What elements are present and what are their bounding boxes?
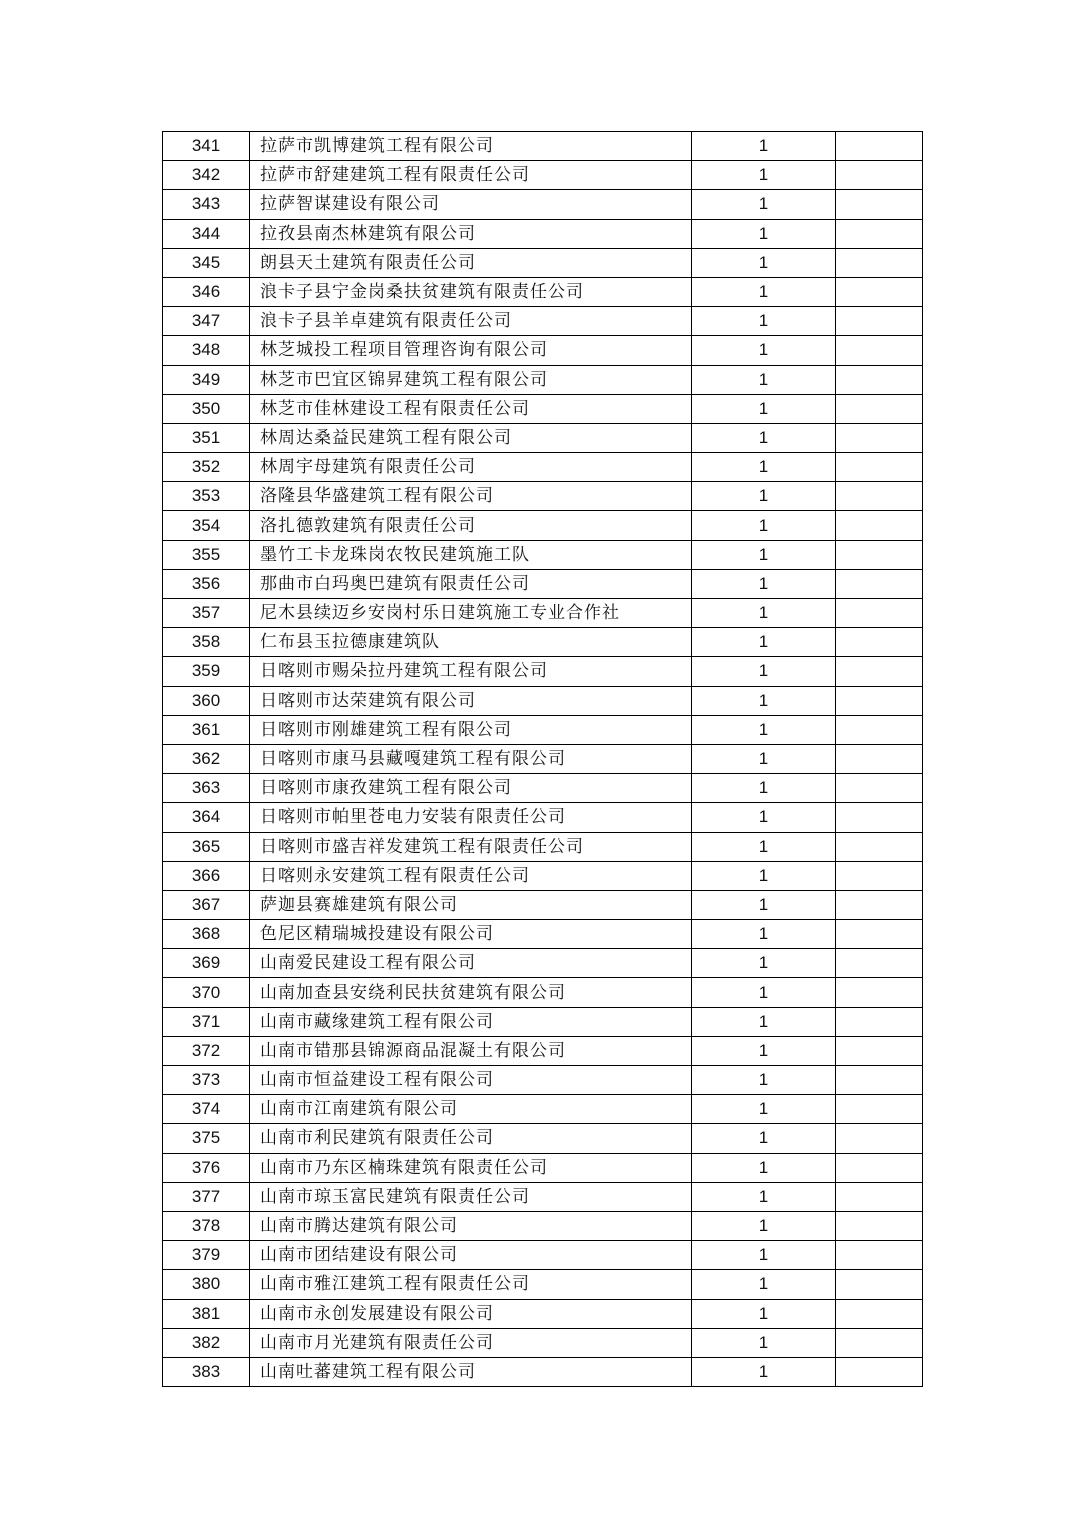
company-name-cell: 拉孜县南杰林建筑有限公司 — [250, 219, 692, 248]
row-number-cell: 383 — [163, 1357, 250, 1386]
note-cell — [836, 890, 923, 919]
row-number-cell: 341 — [163, 132, 250, 161]
row-number-cell: 366 — [163, 861, 250, 890]
company-name-cell: 日喀则市康孜建筑工程有限公司 — [250, 774, 692, 803]
count-cell: 1 — [692, 920, 836, 949]
count-cell: 1 — [692, 978, 836, 1007]
row-number-cell: 354 — [163, 511, 250, 540]
note-cell — [836, 569, 923, 598]
note-cell — [836, 365, 923, 394]
company-name-cell: 山南市腾达建筑有限公司 — [250, 1211, 692, 1240]
row-number-cell: 377 — [163, 1182, 250, 1211]
count-cell: 1 — [692, 540, 836, 569]
row-number-cell: 351 — [163, 423, 250, 452]
note-cell — [836, 978, 923, 1007]
row-number-cell: 374 — [163, 1095, 250, 1124]
company-name-cell: 洛隆县华盛建筑工程有限公司 — [250, 482, 692, 511]
company-name-cell: 山南市团结建设有限公司 — [250, 1241, 692, 1270]
note-cell — [836, 1241, 923, 1270]
company-name-cell: 山南市琼玉富民建筑有限责任公司 — [250, 1182, 692, 1211]
row-number-cell: 378 — [163, 1211, 250, 1240]
row-number-cell: 373 — [163, 1066, 250, 1095]
note-cell — [836, 453, 923, 482]
note-cell — [836, 949, 923, 978]
note-cell — [836, 744, 923, 773]
table-row — [163, 132, 923, 161]
note-cell — [836, 861, 923, 890]
note-cell — [836, 248, 923, 277]
count-cell: 1 — [692, 1357, 836, 1386]
table-row — [163, 832, 923, 861]
table-row — [163, 248, 923, 277]
company-name-cell: 那曲市白玛奥巴建筑有限责任公司 — [250, 569, 692, 598]
company-name-cell: 山南市恒益建设工程有限公司 — [250, 1066, 692, 1095]
company-name-cell: 山南市月光建筑有限责任公司 — [250, 1328, 692, 1357]
company-name-cell: 日喀则市达荣建筑有限公司 — [250, 686, 692, 715]
company-name-cell: 林芝市巴宜区锦昇建筑工程有限公司 — [250, 365, 692, 394]
count-cell: 1 — [692, 1182, 836, 1211]
count-cell: 1 — [692, 394, 836, 423]
table-row — [163, 1066, 923, 1095]
note-cell — [836, 1357, 923, 1386]
table-row — [163, 803, 923, 832]
note-cell — [836, 628, 923, 657]
note-cell — [836, 920, 923, 949]
count-cell: 1 — [692, 657, 836, 686]
count-cell: 1 — [692, 890, 836, 919]
table-row — [163, 1328, 923, 1357]
table-row — [163, 1007, 923, 1036]
table-row — [163, 1124, 923, 1153]
note-cell — [836, 190, 923, 219]
company-name-cell: 山南爱民建设工程有限公司 — [250, 949, 692, 978]
company-name-cell: 林芝市佳林建设工程有限责任公司 — [250, 394, 692, 423]
note-cell — [836, 307, 923, 336]
table-row — [163, 482, 923, 511]
row-number-cell: 348 — [163, 336, 250, 365]
row-number-cell: 370 — [163, 978, 250, 1007]
note-cell — [836, 1036, 923, 1065]
row-number-cell: 372 — [163, 1036, 250, 1065]
note-cell — [836, 1328, 923, 1357]
count-cell: 1 — [692, 248, 836, 277]
count-cell: 1 — [692, 219, 836, 248]
row-number-cell: 375 — [163, 1124, 250, 1153]
table-row — [163, 599, 923, 628]
company-name-cell: 浪卡子县羊卓建筑有限责任公司 — [250, 307, 692, 336]
table-row — [163, 1182, 923, 1211]
company-name-cell: 山南市江南建筑有限公司 — [250, 1095, 692, 1124]
row-number-cell: 344 — [163, 219, 250, 248]
table-row — [163, 219, 923, 248]
table-row — [163, 511, 923, 540]
note-cell — [836, 336, 923, 365]
company-name-cell: 山南市雅江建筑工程有限责任公司 — [250, 1270, 692, 1299]
row-number-cell: 345 — [163, 248, 250, 277]
company-table — [162, 131, 923, 1387]
table-row — [163, 920, 923, 949]
note-cell — [836, 1153, 923, 1182]
table-row — [163, 744, 923, 773]
row-number-cell: 364 — [163, 803, 250, 832]
count-cell: 1 — [692, 453, 836, 482]
count-cell: 1 — [692, 161, 836, 190]
count-cell: 1 — [692, 423, 836, 452]
table-row — [163, 657, 923, 686]
table-row — [163, 861, 923, 890]
row-number-cell: 362 — [163, 744, 250, 773]
note-cell — [836, 1066, 923, 1095]
company-name-cell: 墨竹工卡龙珠岗农牧民建筑施工队 — [250, 540, 692, 569]
count-cell: 1 — [692, 1095, 836, 1124]
table-row — [163, 394, 923, 423]
count-cell: 1 — [692, 686, 836, 715]
count-cell: 1 — [692, 744, 836, 773]
note-cell — [836, 803, 923, 832]
row-number-cell: 342 — [163, 161, 250, 190]
note-cell — [836, 1007, 923, 1036]
row-number-cell: 368 — [163, 920, 250, 949]
table-row — [163, 277, 923, 306]
note-cell — [836, 161, 923, 190]
company-name-cell: 山南市永创发展建设有限公司 — [250, 1299, 692, 1328]
note-cell — [836, 219, 923, 248]
row-number-cell: 357 — [163, 599, 250, 628]
note-cell — [836, 540, 923, 569]
company-name-cell: 日喀则市康马县藏嘎建筑工程有限公司 — [250, 744, 692, 773]
row-number-cell: 380 — [163, 1270, 250, 1299]
count-cell: 1 — [692, 628, 836, 657]
count-cell: 1 — [692, 599, 836, 628]
count-cell: 1 — [692, 277, 836, 306]
company-name-cell: 拉萨市凯博建筑工程有限公司 — [250, 132, 692, 161]
count-cell: 1 — [692, 132, 836, 161]
row-number-cell: 349 — [163, 365, 250, 394]
company-name-cell: 拉萨市舒建建筑工程有限责任公司 — [250, 161, 692, 190]
count-cell: 1 — [692, 1328, 836, 1357]
count-cell: 1 — [692, 1270, 836, 1299]
table-row — [163, 1270, 923, 1299]
table-row — [163, 336, 923, 365]
row-number-cell: 376 — [163, 1153, 250, 1182]
note-cell — [836, 482, 923, 511]
table-row — [163, 978, 923, 1007]
company-name-cell: 朗县天土建筑有限责任公司 — [250, 248, 692, 277]
count-cell: 1 — [692, 803, 836, 832]
company-name-cell: 山南市错那县锦源商品混凝土有限公司 — [250, 1036, 692, 1065]
row-number-cell: 360 — [163, 686, 250, 715]
note-cell — [836, 1095, 923, 1124]
table-row — [163, 949, 923, 978]
row-number-cell: 350 — [163, 394, 250, 423]
count-cell: 1 — [692, 715, 836, 744]
company-name-cell: 萨迦县赛雄建筑有限公司 — [250, 890, 692, 919]
table-row — [163, 161, 923, 190]
table-row — [163, 1036, 923, 1065]
company-name-cell: 林周宇母建筑有限责任公司 — [250, 453, 692, 482]
table-row — [163, 686, 923, 715]
company-name-cell: 日喀则市帕里苍电力安装有限责任公司 — [250, 803, 692, 832]
table-row — [163, 774, 923, 803]
company-name-cell: 山南吐蕃建筑工程有限公司 — [250, 1357, 692, 1386]
count-cell: 1 — [692, 1036, 836, 1065]
company-table-body — [163, 132, 923, 1387]
note-cell — [836, 394, 923, 423]
note-cell — [836, 774, 923, 803]
count-cell: 1 — [692, 1124, 836, 1153]
company-name-cell: 山南加查县安绕利民扶贫建筑有限公司 — [250, 978, 692, 1007]
note-cell — [836, 277, 923, 306]
row-number-cell: 358 — [163, 628, 250, 657]
note-cell — [836, 657, 923, 686]
table-row — [163, 628, 923, 657]
company-name-cell: 洛扎德敦建筑有限责任公司 — [250, 511, 692, 540]
company-name-cell: 色尼区精瑞城投建设有限公司 — [250, 920, 692, 949]
note-cell — [836, 715, 923, 744]
row-number-cell: 367 — [163, 890, 250, 919]
count-cell: 1 — [692, 307, 836, 336]
row-number-cell: 382 — [163, 1328, 250, 1357]
row-number-cell: 353 — [163, 482, 250, 511]
row-number-cell: 381 — [163, 1299, 250, 1328]
row-number-cell: 343 — [163, 190, 250, 219]
row-number-cell: 365 — [163, 832, 250, 861]
table-row — [163, 423, 923, 452]
note-cell — [836, 1124, 923, 1153]
company-name-cell: 林芝城投工程项目管理咨询有限公司 — [250, 336, 692, 365]
company-name-cell: 浪卡子县宁金岗桑扶贫建筑有限责任公司 — [250, 277, 692, 306]
note-cell — [836, 132, 923, 161]
company-name-cell: 林周达桑益民建筑工程有限公司 — [250, 423, 692, 452]
row-number-cell: 371 — [163, 1007, 250, 1036]
count-cell: 1 — [692, 190, 836, 219]
company-name-cell: 山南市乃东区楠珠建筑有限责任公司 — [250, 1153, 692, 1182]
table-row — [163, 190, 923, 219]
table-row — [163, 1153, 923, 1182]
count-cell: 1 — [692, 482, 836, 511]
count-cell: 1 — [692, 569, 836, 598]
count-cell: 1 — [692, 774, 836, 803]
row-number-cell: 346 — [163, 277, 250, 306]
table-row — [163, 1095, 923, 1124]
count-cell: 1 — [692, 365, 836, 394]
table-row — [163, 453, 923, 482]
note-cell — [836, 1182, 923, 1211]
company-name-cell: 山南市藏缘建筑工程有限公司 — [250, 1007, 692, 1036]
count-cell: 1 — [692, 1211, 836, 1240]
note-cell — [836, 511, 923, 540]
table-row — [163, 569, 923, 598]
table-row — [163, 1299, 923, 1328]
company-name-cell: 山南市利民建筑有限责任公司 — [250, 1124, 692, 1153]
count-cell: 1 — [692, 1299, 836, 1328]
table-row — [163, 307, 923, 336]
count-cell: 1 — [692, 949, 836, 978]
row-number-cell: 363 — [163, 774, 250, 803]
count-cell: 1 — [692, 1066, 836, 1095]
note-cell — [836, 1270, 923, 1299]
row-number-cell: 361 — [163, 715, 250, 744]
row-number-cell: 356 — [163, 569, 250, 598]
company-name-cell: 仁布县玉拉德康建筑队 — [250, 628, 692, 657]
note-cell — [836, 1299, 923, 1328]
table-row — [163, 540, 923, 569]
company-name-cell: 日喀则市赐朵拉丹建筑工程有限公司 — [250, 657, 692, 686]
table-row — [163, 715, 923, 744]
note-cell — [836, 1211, 923, 1240]
table-row — [163, 1241, 923, 1270]
count-cell: 1 — [692, 511, 836, 540]
row-number-cell: 379 — [163, 1241, 250, 1270]
note-cell — [836, 832, 923, 861]
note-cell — [836, 599, 923, 628]
row-number-cell: 347 — [163, 307, 250, 336]
table-row — [163, 890, 923, 919]
note-cell — [836, 423, 923, 452]
count-cell: 1 — [692, 1007, 836, 1036]
company-name-cell: 日喀则市刚雄建筑工程有限公司 — [250, 715, 692, 744]
count-cell: 1 — [692, 1153, 836, 1182]
company-name-cell: 拉萨智谋建设有限公司 — [250, 190, 692, 219]
row-number-cell: 355 — [163, 540, 250, 569]
count-cell: 1 — [692, 832, 836, 861]
count-cell: 1 — [692, 1241, 836, 1270]
row-number-cell: 352 — [163, 453, 250, 482]
table-row — [163, 1211, 923, 1240]
company-name-cell: 尼木县续迈乡安岗村乐日建筑施工专业合作社 — [250, 599, 692, 628]
count-cell: 1 — [692, 336, 836, 365]
row-number-cell: 359 — [163, 657, 250, 686]
company-name-cell: 日喀则市盛吉祥发建筑工程有限责任公司 — [250, 832, 692, 861]
row-number-cell: 369 — [163, 949, 250, 978]
note-cell — [836, 686, 923, 715]
table-row — [163, 365, 923, 394]
table-row — [163, 1357, 923, 1386]
count-cell: 1 — [692, 861, 836, 890]
company-name-cell: 日喀则永安建筑工程有限责任公司 — [250, 861, 692, 890]
